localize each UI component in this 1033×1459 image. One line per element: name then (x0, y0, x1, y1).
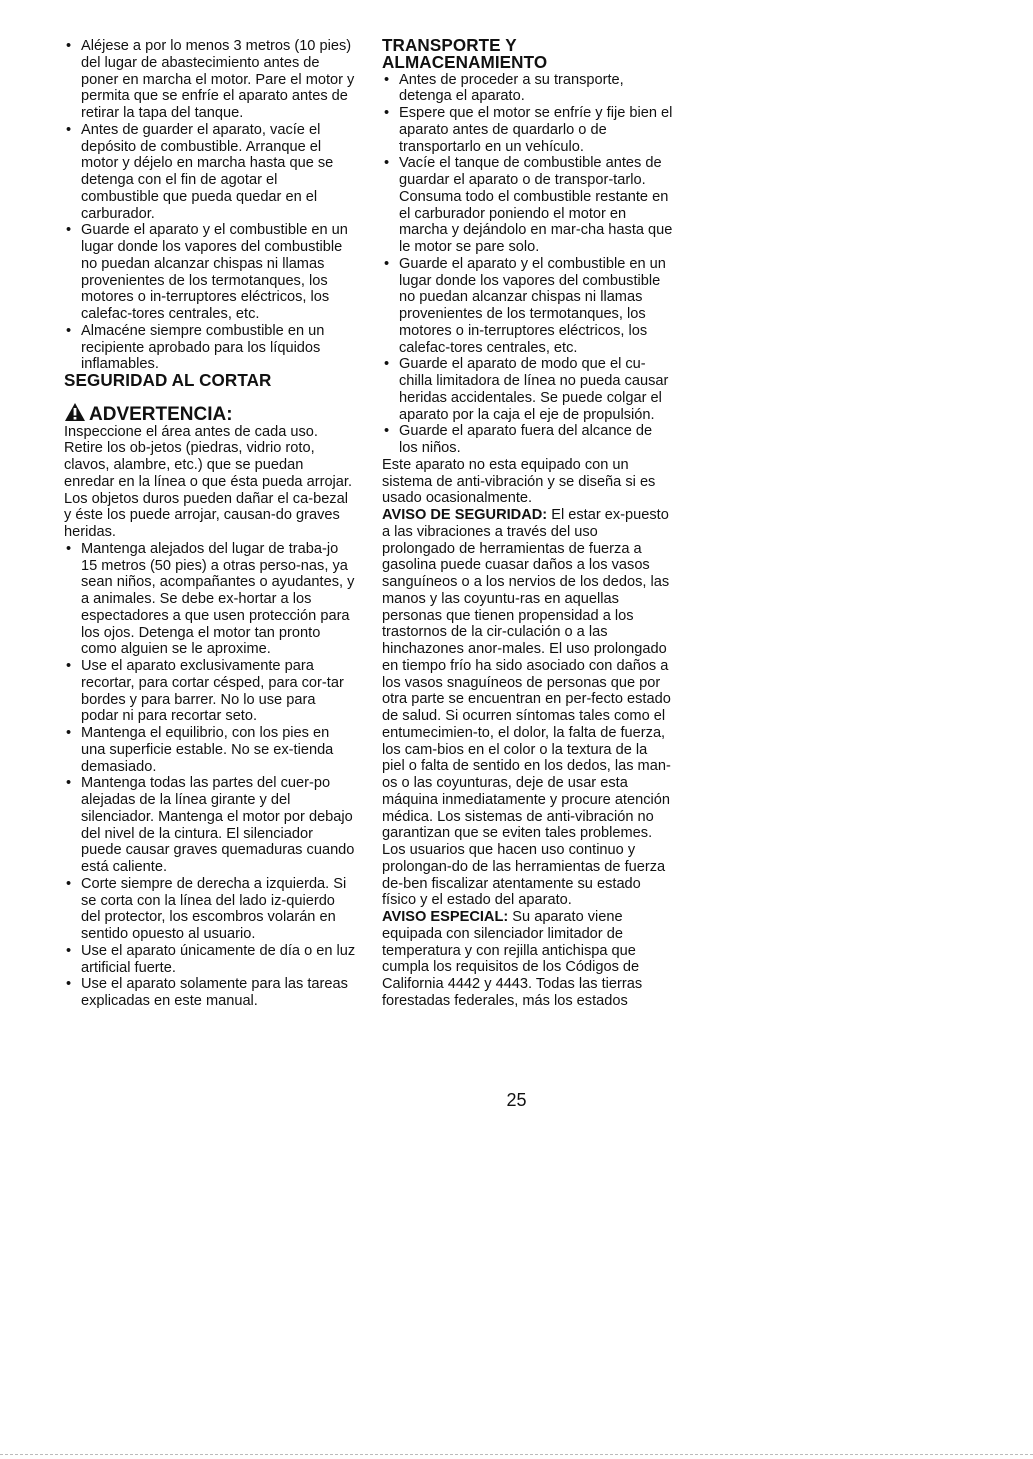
warning-text: Inspeccione el área antes de cada uso. Retire los ob-jetos (piedras, vidrio roto, clavos, alambre, etc.) que se puedan enredar en la línea o que ésta pueda arrojar. Los objetos duros pueden dañar el ca-bezal y éste los puede arrojar, causan-do graves heridas. (64, 423, 353, 540)
cutting-safety-heading: SEGURIDAD AL CORTAR (64, 371, 272, 390)
transport-storage-list (382, 72, 674, 457)
list-item: • Almacéne siempre combustible en un recipiente aprobado para los líquidos inflamables. (64, 323, 356, 373)
safety-notice-paragraph (382, 507, 674, 909)
special-notice-label: AVISO ESPECIAL: (382, 909, 509, 925)
right-column (382, 38, 674, 1010)
list-item: • Antes de proceder a su transporte, detenga el aparato. (382, 72, 674, 106)
page-edge-divider (0, 1454, 1033, 1455)
safety-notice-label: AVISO DE SEGURIDAD: (382, 507, 548, 523)
list-item: • Guarde el aparato de modo que el cu-chilla limitadora de línea no pueda causar heridas accidentales. Se puede colgar el aparato por la caja el eje de propulsión. (382, 356, 674, 423)
page-number: 25 (506, 1090, 527, 1110)
list-item: • Aléjese a por lo menos 3 metros (10 pies) del lugar de abastecimiento antes de poner en marcha el motor. Pare el motor y permita que se enfríe el aparato antes de retirar la tapa del tanque. (64, 38, 356, 122)
vibration-paragraph: Este aparato no esta equipado con un sistema de anti-vibración y se diseña si es usado ocasionalmente. (382, 456, 656, 507)
warning-triangle-icon (64, 402, 86, 422)
list-item: • Guarde el aparato y el combustible en un lugar donde los vapores del combustible no puedan alcanzar chispas ni llamas provenientes de los termotanques, los motores o in-terruptores eléctricos, los calefac-tores centrales, etc. (382, 256, 674, 357)
cutting-safety-list (64, 541, 356, 1010)
list-item: • Mantenga todas las partes del cuer-po alejadas de la línea girante y del silenciador. Mantenga el motor por debajo del nivel de la cintura. El silenciador puede causar graves quemaduras cuando está caliente. (64, 775, 356, 876)
list-item: • Mantenga el equilibrio, con los pies en una superficie estable. No se ex-tienda demasiado. (64, 725, 356, 775)
safety-notice-text: El estar ex-puesto a las vibraciones a través del uso prolongado de herramientas de fuerza a gasolina puede cuasar daños a los vasos sanguíneos o a los nervios de los dedos, las manos y las coyuntu-ras en aquellas personas que tienen propensidad a los trastornos de la cir-culación o a las hinchazones anor-males. El uso prolongado en tiempo frío ha sido asociado con daños a los vasos snaguíneos de personas que por otra parte se encuentran en per-fecto estado de salud. Si ocurren síntomas tales como el entumecimien-to, el dolor, la falta de fuerza, los cam-bios en el color o la textura de la piel o falta de sentido en los dedos, las man-os o las coyunturas, deje de usar esta máquina inmediatamente y procure atención médica. Los sistemas de anti-vibración no garantizan que se eviten tales problemes. Los usuarios que hacen uso continuo y prolongan-do de las herramientas de fuerza de-ben fiscalizar atentamente su estado físico y el estado del aparato. (382, 507, 671, 909)
list-item: • Antes de guarder el aparato, vacíe el depósito de combustible. Arranque el motor y déjelo en marcha hasta que se detenga con el fin de agotar el combustible que pueda quedar en el carburador. (64, 122, 356, 223)
list-item: • Vacíe el tanque de combustible antes de guardar el aparato o de transpor-tarlo. Consuma todo el combustible restante en el carburador poniendo el motor en marcha y dejándolo en mar-cha hasta que le motor se pare solo. (382, 155, 674, 256)
transport-storage-heading: TRANSPORTE Y ALMACENAMIENTO (382, 36, 548, 72)
warning-label: ADVERTENCIA: (89, 403, 233, 425)
warning-heading (64, 400, 356, 424)
list-item: • Use el aparato solamente para las tareas explicadas en este manual. (64, 976, 356, 1010)
list-item: • Guarde el aparato y el combustible en un lugar donde los vapores del combustible no puedan alcanzar chispas ni llamas provenientes de los termotanques, los motores o in-terruptores eléctricos, los calefac-tores centrales, etc. (64, 222, 356, 323)
list-item: • Use el aparato únicamente de día o en luz artificial fuerte. (64, 943, 356, 977)
list-item: • Mantenga alejados del lugar de traba-jo 15 metros (50 pies) a otras perso-nas, ya sean niños, acompañantes o ayudantes, y a animales. Se debe ex-hortar a los espectadores a que usen protección para los ojos. Detenga el motor tan pronto como alguien se le aproxime. (64, 541, 356, 658)
special-notice-paragraph (382, 909, 674, 1010)
list-item: • Corte siempre de derecha a izquierda. Si se corta con la línea del lado iz-quierdo del protector, los escombros volarán en sentido opuesto al usuario. (64, 876, 356, 943)
fuel-safety-list (64, 38, 356, 373)
list-item: • Guarde el aparato fuera del alcance de los niños. (382, 423, 674, 457)
list-item: • Espere que el motor se enfríe y fije bien el aparato antes de quardarlo o de transportarlo en un vehículo. (382, 105, 674, 155)
list-item: • Use el aparato exclusivamente para recortar, para cortar césped, para cor-tar bordes y para barrer. No lo use para podar ni para recortar seto. (64, 658, 356, 725)
special-notice-text: Su aparato viene equipada con silenciador limitador de temperatura y con rejilla antichispa que cumpla los requisitos de los Códigos de California 4442 y 4443. Todas las tierras forestadas federales, más los estados (382, 909, 643, 1009)
left-column (64, 38, 356, 1010)
